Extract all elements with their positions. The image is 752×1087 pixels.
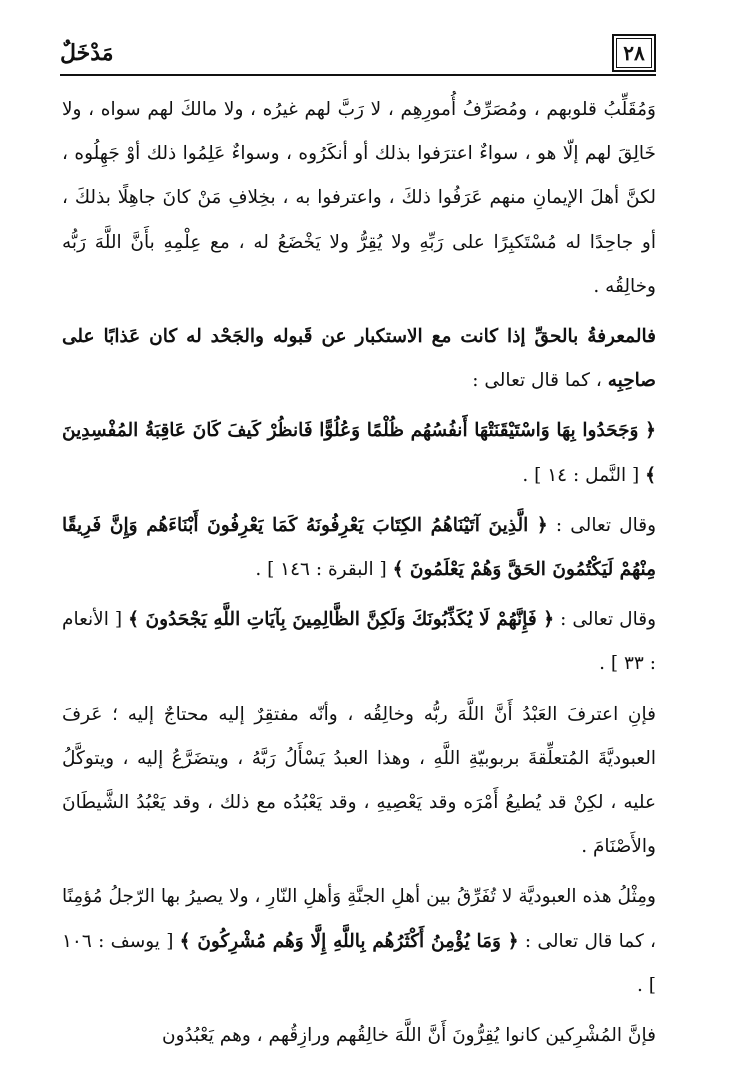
paragraph-1-text: وَمُقَلِّبُ قلوبهم ، ومُصَرِّفُ أُمورِهِم ، لا رَبَّ لهم غيرُه ، ولا مالكَ لهم سواه ، ولا خَالِقَ لهم إلّا هو ، سواءٌ اعترَفوا بذلك أو أنكَرُوه ، وسواءٌ عَلِمُوا ذلك أوْ جَهِلُوه ، لكنَّ أهلَ الإيمانِ منهم عَرَفُوا ذلكَ ، واعترفوا به ، بخِلافِ مَنْ كانَ جاهِلًا بذلكَ ، أو جاحِدًا له مُسْتَكبِرًا على رَبِّهِ ولا يُقِرُّ ولا يَخْضَعُ له ، مع عِلْمِهِ بأَنَّ اللَّهَ رَبُّه وخالِقُه . [62, 99, 656, 297]
verse-yusuf-quote: ﴿ وَمَا يُؤْمِنُ أَكْثَرُهُم بِاللَّهِ إِلَّا وَهُم مُشْرِكُونَ ﴾ [179, 930, 519, 952]
paragraph-6-text: فإنِ اعترفَ العَبْدُ أَنَّ اللَّهَ ربُّه وخالِقُه ، وأنّه مفتقِرٌ إليه محتاجٌ إليه ؛ عَرفَ العبوديَّةَ المُتعلِّقةَ بربوبيّةِ اللَّهِ ، وهذا العبدُ يَسْأَلُ رَبَّهُ ، ويتضَرَّعُ إليه ، ويتوكَّلُ عليه ، لكِنْ قد يُطيعُ أَمْرَه وقد يَعْصِيهِ ، وقد يَعْبُدُه مع ذلك ، وقد يَعْبُدُ الشَّيطَانَ والأَصْنَامَ . [62, 703, 656, 858]
verse-baqarah-quote: ﴿ الَّذِينَ آتَيْنَاهُمُ الكِتَابَ يَعْرِفُونَهُ كَمَا يَعْرِفُونَ أَبْنَاءَهُم وَإِنَّ فَرِيقًا مِنْهُمْ لَيَكْتُمُونَ الحَقَّ وَهُمْ يَعْلَمُونَ ﴾ [62, 514, 656, 581]
paragraph-1 [62, 88, 656, 309]
page-body [62, 88, 656, 1064]
verse-naml [62, 409, 656, 497]
verse-naml-quote: ﴿ وَجَحَدُوا بِهَا وَاسْتَيْقَنَتْهَا أَنفُسُهُم ظُلْمًا وَعُلُوًّا فَانظُرْ كَيفَ كَانَ عَاقِبَةُ المُفْسِدِينَ ﴾ [62, 420, 656, 486]
paragraph-2-text: ، كما قال تعالى : [472, 370, 608, 392]
paragraph-7 [62, 875, 656, 1008]
verse-anam [62, 598, 656, 686]
paragraph-6 [62, 693, 656, 870]
verse-anam-lead: وقال تعالى : [554, 609, 657, 631]
header-divider [60, 74, 656, 76]
verse-naml-reference: [ النَّمل : ١٤ ] . [522, 464, 646, 486]
paragraph-7-text: ومِثْلُ هذه العبوديَّة لا تُفَرِّقُ بين أهلِ الجنَّةِ وَأهلِ النّارِ ، ولا يصيرُ بها الرّجلُ مُؤمِنًا ، كما قال تعالى : [62, 886, 656, 952]
verse-yusuf-reference: [ يوسف : ١٠٦ ] . [62, 930, 656, 996]
paragraph-8 [62, 1014, 656, 1058]
paragraph-8-text: فإنَّ المُشْرِكين كانوا يُقِرُّونَ أَنَّ اللَّهَ خالِقُهم ورازِقُهم ، وهم يَعْبُدُون [162, 1025, 656, 1047]
page-header [60, 28, 656, 76]
verse-baqarah-reference: [ البقرة : ١٤٦ ] . [255, 559, 393, 581]
paragraph-2 [62, 315, 656, 403]
verse-anam-quote: ﴿ فَإِنَّهُمْ لَا يُكَذِّبُونَكَ وَلَكِنَّ الظَّالِمِينَ بِآيَاتِ اللَّهِ يَجْحَدُونَ ﴾ [128, 609, 555, 631]
page-number: ٢٨ [612, 34, 656, 72]
paragraph-2-bold-text: فالمعرفةُ بالحقِّ إذا كانت مع الاستكبار عن قَبوله والجَحْد له كان عَذابًا على صاحِبِه [62, 326, 656, 392]
verse-anam-reference: [ الأنعام : ٣٣ ] . [62, 609, 656, 675]
verse-baqarah [62, 504, 656, 592]
chapter-title: مَدْخَلٌ [60, 40, 114, 66]
verse-baqarah-lead: وقال تعالى : [547, 514, 657, 536]
